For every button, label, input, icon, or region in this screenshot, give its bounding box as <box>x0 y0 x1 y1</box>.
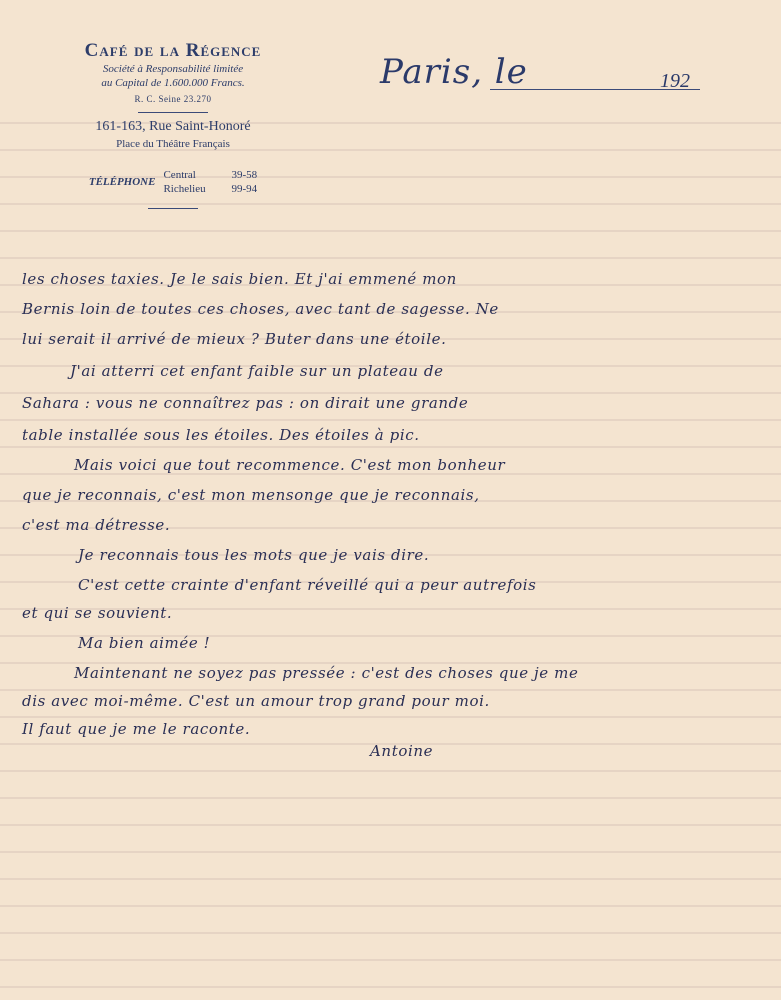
letter-line: Ma bien aimée ! <box>78 634 211 652</box>
letter-line: Il faut que je me le raconte. <box>22 720 251 738</box>
letter-line: les choses taxies. Je le sais bien. Et j'ai emmené mon <box>22 270 457 288</box>
phone-number: 39-58 <box>231 169 258 181</box>
registry-number: R. C. Seine 23.270 <box>134 94 212 104</box>
letter-line: lui serait il arrivé de mieux ? Buter dans une étoile. <box>22 330 447 348</box>
letter-line: c'est ma détresse. <box>22 516 171 534</box>
letter-line: dis avec moi-même. C'est un amour trop grand pour moi. <box>22 692 490 710</box>
phone-exchange: Richelieu <box>163 183 206 195</box>
company-capital: au Capital de 1.600.000 Francs. <box>101 77 245 89</box>
company-type: Société à Responsabilité limitée <box>102 63 244 75</box>
letter-line: table installée sous les étoiles. Des étoiles à pic. <box>22 426 420 444</box>
place-name: Place du Théâtre Français <box>116 138 230 150</box>
date-year: 192 <box>660 70 690 92</box>
letter-line: C'est cette crainte d'enfant réveillé qui a peur autrefois <box>78 576 537 594</box>
telephone-block <box>48 168 298 196</box>
letter-line: J'ai atterri cet enfant faible sur un plateau de <box>70 362 444 380</box>
telephone-label: TÉLÉPHONE <box>88 176 156 188</box>
street-address: 161-163, Rue Saint-Honoré <box>95 119 251 134</box>
dateline <box>380 52 740 102</box>
letter-line: Maintenant ne soyez pas pressée : c'est des choses que je me <box>74 664 579 682</box>
phone-row <box>163 168 257 182</box>
letter-line: Sahara : vous ne connaîtrez pas : on dirait une grande <box>22 394 469 412</box>
phone-number: 99-94 <box>231 183 258 195</box>
letter-line: Je reconnais tous les mots que je vais dire. <box>78 546 430 564</box>
telephone-numbers <box>163 168 257 196</box>
letter-line: Bernis loin de toutes ces choses, avec tant de sagesse. Ne <box>22 300 499 318</box>
phone-row <box>163 182 257 196</box>
date-place: Paris, le <box>380 52 528 92</box>
phone-exchange: Central <box>163 169 196 181</box>
letter-line: que je reconnais, c'est mon mensonge que je reconnais, <box>22 486 480 504</box>
letter-line: et qui se souvient. <box>22 604 173 622</box>
cafe-name: Café de la Régence <box>84 40 262 61</box>
signature: Antoine <box>370 742 434 760</box>
letterhead <box>48 40 298 209</box>
divider <box>148 208 198 209</box>
divider <box>138 112 208 113</box>
letter-line: Mais voici que tout recommence. C'est mon bonheur <box>74 456 506 474</box>
